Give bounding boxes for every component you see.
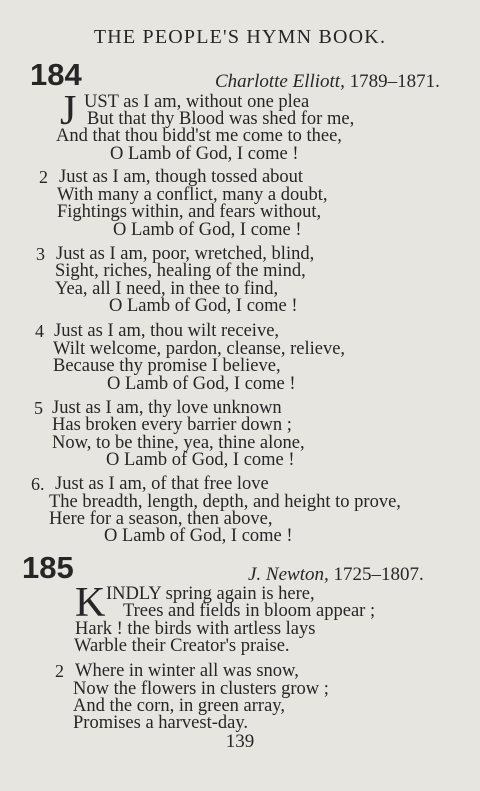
hymn-185-dropcap: K — [75, 580, 106, 626]
hymn-185-v1-l3: Hark ! the birds with artless lays — [75, 619, 316, 639]
page-header: THE PEOPLE'S HYMN BOOK. — [93, 26, 387, 48]
hymn-185-dates: 1725–1807. — [333, 564, 424, 585]
hymn-184-v3-l2: Sight, riches, healing of the mind, — [55, 261, 306, 281]
hymn-184-v4-number: 4 — [35, 321, 44, 341]
hymn-184-v4-l4: O Lamb of God, I come ! — [107, 374, 296, 394]
page-number: 139 — [225, 731, 255, 752]
hymn-185-v2-l2: Now the flowers in clusters grow ; — [73, 679, 329, 699]
hymn-184-v3-l3: Yea, all I need, in thee to find, — [55, 279, 279, 299]
hymn-184-v2-l4: O Lamb of God, I come ! — [113, 220, 302, 240]
hymn-184-dates: 1789–1871. — [349, 71, 440, 92]
hymn-184-v6-l2: The breadth, length, depth, and height to prove, — [49, 492, 401, 512]
hymn-184-v5-l2: Has broken every barrier down ; — [52, 415, 292, 435]
hymn-184-v6-number: 6. — [31, 474, 45, 494]
hymn-184-v6-l3: Here for a season, then above, — [49, 509, 273, 529]
hymn-184-v1-l1: UST as I am, without one plea — [84, 92, 310, 112]
hymn-184-v1-l2: But that thy Blood was shed for me, — [87, 109, 355, 129]
hymn-184-v3-l1: Just as I am, poor, wretched, blind, — [56, 244, 315, 264]
hymn-184-v2-l2: With many a conflict, many a doubt, — [57, 185, 328, 205]
hymn-185-author-name: J. Newton, — [248, 564, 329, 585]
hymn-185-v2-number: 2 — [55, 661, 64, 681]
hymn-184-v2-l1: Just as I am, though tossed about — [59, 167, 304, 187]
hymn-184-v5-l3: Now, to be thine, yea, thine alone, — [52, 433, 305, 453]
hymn-184-v6-l1: Just as I am, of that free love — [55, 474, 269, 494]
hymn-184-v3-l4: O Lamb of God, I come ! — [109, 296, 298, 316]
hymn-184-v1-l3: And that thou bidd'st me come to thee, — [56, 126, 342, 146]
hymn-184-v1-l4: O Lamb of God, I come ! — [110, 144, 299, 164]
hymn-185-author — [248, 564, 424, 586]
hymn-185-v2-l4: Promises a harvest-day. — [73, 713, 249, 733]
hymn-184-v5-number: 5 — [34, 398, 43, 418]
hymn-184-author-name: Charlotte Elliott, — [215, 71, 345, 92]
hymn-185-v1-l2: Trees and fields in bloom appear ; — [123, 601, 376, 621]
hymn-184-v4-l2: Wilt welcome, pardon, cleanse, relieve, — [53, 339, 346, 359]
hymn-184-v2-number: 2 — [39, 167, 48, 187]
hymn-184-v2-l3: Fightings within, and fears without, — [57, 202, 322, 222]
hymn-184-v4-l1: Just as I am, thou wilt receive, — [54, 321, 280, 341]
hymn-185-v2-l1: Where in winter all was snow, — [75, 661, 299, 681]
hymn-184-dropcap: J — [60, 88, 77, 134]
hymn-184-author — [215, 71, 440, 93]
hymn-185-v1-l1: INDLY spring again is here, — [106, 584, 315, 604]
hymn-184-v4-l3: Because thy promise I believe, — [53, 356, 281, 376]
hymn-184-v5-l4: O Lamb of God, I come ! — [106, 450, 295, 470]
hymn-184-v6-l4: O Lamb of God, I come ! — [104, 526, 293, 546]
hymn-185-v1-l4: Warble their Creator's praise. — [74, 636, 290, 656]
hymn-184-v5-l1: Just as I am, thy love unknown — [52, 398, 282, 418]
hymn-185-v2-l3: And the corn, in green array, — [73, 696, 285, 716]
hymn-184-v3-number: 3 — [36, 244, 45, 264]
hymn-185-number: 185 — [22, 550, 74, 585]
hymn-184-number: 184 — [30, 57, 82, 92]
